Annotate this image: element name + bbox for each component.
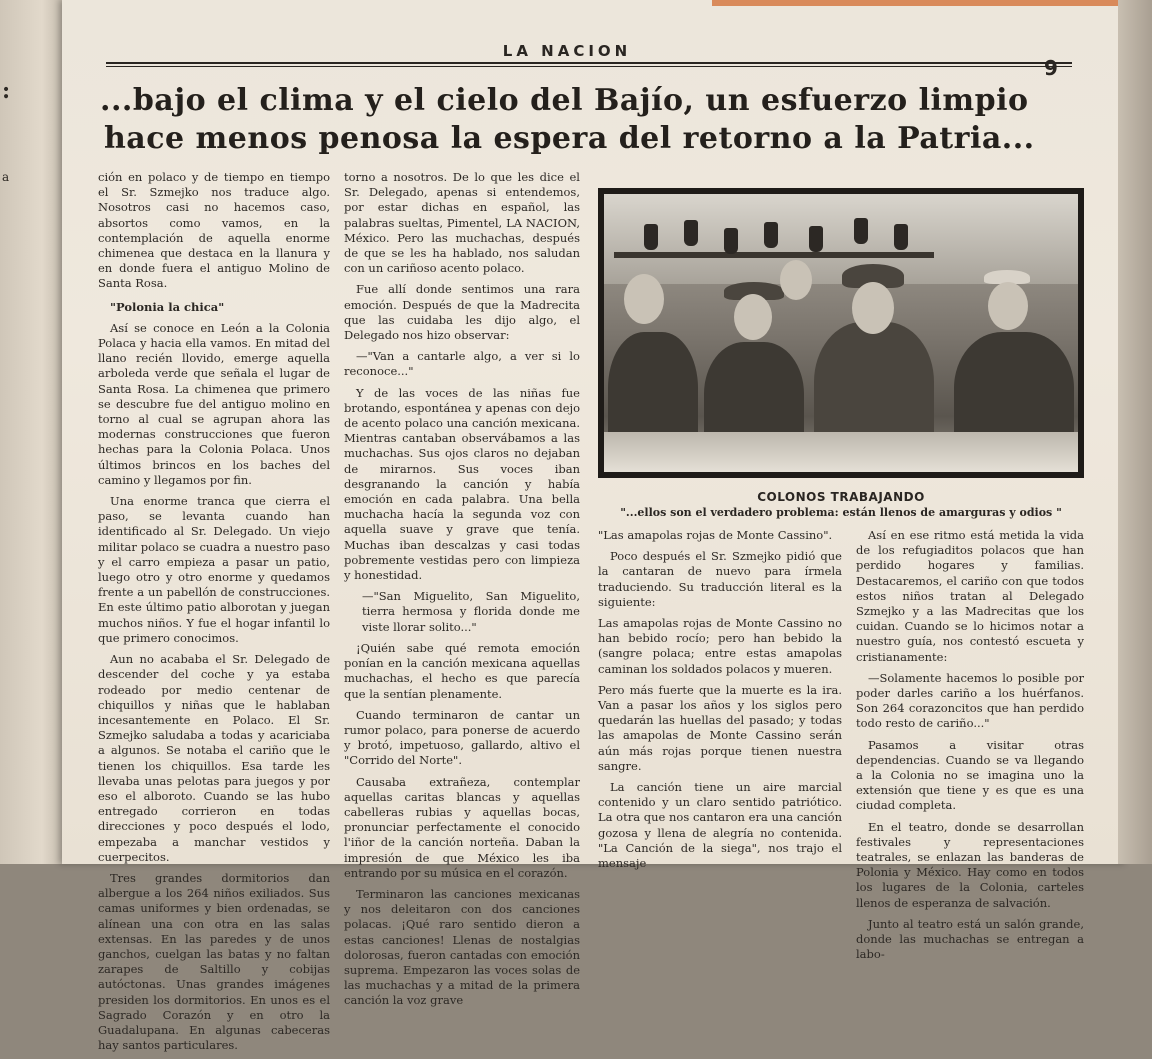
paragraph: Así se conoce en León a la Colonia Polaca y hacia ella vamos. En mitad del llano recién llovido, emerge aquella arboleda verde que señala el lugar de Santa Rosa. La chimenea que primero se descubre fue del antiguo molino en torno al cual se agrupan ahora las modernas construcciones que fueron hechas para la Colonia Polaca. Unos últimos brincos en los baches del camino y llegamos por fin. — [98, 320, 330, 487]
article-column-2 — [344, 170, 580, 1015]
header-rule — [106, 62, 1072, 64]
paragraph: Cuando terminaron de cantar un rumor polaco, para ponerse de acuerdo y brotó, impetuoso, gallardo, altivo el "Corrido del Norte". — [344, 707, 580, 768]
photo-workbench — [604, 432, 1078, 472]
headline-line-2: hace menos penosa la espera del retorno a la Patria... — [104, 121, 1035, 156]
paragraph: Poco después el Sr. Szmejko pidió que la cantaran de nuevo para írmela traduciendo. Su traducción literal es la siguiente: — [598, 549, 842, 609]
red-strip — [712, 0, 1152, 6]
paragraph: ción en polaco y de tiempo en tiempo el Sr. Szmejko nos traduce algo. Nosotros casi no hacemos caso, absortos como vamos, en la contemplación de aquella enorme chimenea que destaca en la llanura y en donde fuera el antiguo Molino de Santa Rosa. — [98, 170, 330, 291]
article-column-4 — [856, 528, 1084, 968]
paragraph: Fue allí donde sentimos una rara emoción. Después de que la Madrecita que las cuidaba les dijo algo, el Delegado nos hizo observar: — [344, 282, 580, 343]
page-number: 9 — [1044, 56, 1058, 80]
headline-line-1: ...bajo el clima y el cielo del Bajío, un esfuerzo limpio — [100, 83, 1029, 118]
photo-worker-head — [734, 294, 772, 340]
paragraph: Aun no acababa el Sr. Delegado de descender del coche y ya estaba rodeado por medio centenar de chiquillos y niñas que le hablaban incesantemente en Polaco. El Sr. Szmejko saludaba a todas y acariciaba a algunos. Se notaba el cariño que le tienen los chiquillos. Esa tarde les llevaba unas pelotas para juegos y por eso el alboroto. Cuando se las hubo entregado corrieron en todas direcciones y poco después el lodo, empezaba a manchar vestidos y cuerpecitos. — [98, 652, 330, 864]
masthead: LA NACION — [502, 42, 632, 60]
photo-shoe — [684, 220, 698, 246]
photo-worker-head — [852, 282, 894, 334]
previous-page-fragment: : — [2, 78, 11, 104]
photo-caption-quote: "...ellos son el verdadero problema: están llenos de amarguras y odios " — [620, 506, 1062, 519]
photo-shoe — [644, 224, 658, 250]
article-column-3 — [598, 528, 842, 877]
photo-caption-title: COLONOS TRABAJANDO — [757, 490, 925, 504]
photo-colonos — [598, 188, 1084, 478]
headline — [100, 82, 1100, 158]
paragraph: En el teatro, donde se desarrollan festivales y representaciones teatrales, se enlazan las banderas de Polonia y México. Hay como en todos los lugares de la Colonia, carteles llenos de esperanza de salvación. — [856, 819, 1084, 910]
song-verse: —"San Miguelito, San Miguelito, tierra hermosa y florida donde me viste llorar solito..." — [362, 589, 580, 634]
song-translation: Las amapolas rojas de Monte Cassino no han bebido rocío; pero han bebido la (sangre polaca; entre estas amapolas caminan los soldados polacos y mueren. — [598, 616, 842, 676]
paragraph: ¡Quién sabe qué remota emoción ponían en la canción mexicana aquellas muchachas, el hecho es que parecía que la sentían plenamente. — [344, 640, 580, 701]
paragraph: La canción tiene un aire marcial contenido y un claro sentido patriótico. La otra que nos cantaron era una canción gozosa y llena de alegría no contenida. "La Canción de la siega", nos trajo el mensaje — [598, 780, 842, 871]
photo-shoe — [894, 224, 908, 250]
paragraph: Tres grandes dormitorios dan albergue a los 264 niños exiliados. Sus camas uniformes y bien ordenadas, se alínean una con otra en las salas extensas. En las paredes y de unos ganchos, cuelgan las batas y no faltan zarapes de Saltillo y cobijas autóctonas. Unas grandes imágenes presiden los dormitorios. En unos es el Sagrado Corazón y en otro la Guadalupana. En algunas cabeceras hay santos particulares. — [98, 870, 330, 1053]
paragraph: torno a nosotros. De lo que les dice el Sr. Delegado, apenas si entendemos, por estar dichas en español, las palabras sueltas, Pimentel, LA NACION, México. Pero las muchachas, después de que se les ha hablado, nos saludan con un cariñoso acento polaco. — [344, 170, 580, 276]
photo-shoe — [809, 226, 823, 252]
paragraph: Así en ese ritmo está metida la vida de los refugiaditos polacos que han perdido hogares y familias. Destacaremos, el cariño con que todos estos niños tratan al Delegado Szmejko y a las Madrecitas que los cuidan. Cuando se lo hicimos notar a nuestro guía, nos contestó escueta y cristianamente: — [856, 528, 1084, 664]
photo-worker-head — [988, 282, 1028, 330]
newspaper-page — [62, 0, 1127, 1053]
song-translation: Pero más fuerte que la muerte es la ira. Van a pasar los años y los siglos pero quedarán las huellas del pasado; y todas las amapolas de Monte Cassino serán aún más rojas porque tienen nuestra sangre. — [598, 682, 842, 773]
paragraph: —Solamente hacemos lo posible por poder darles cariño a los huérfanos. Son 264 corazoncitos que han perdido todo resto de cariño..." — [856, 670, 1084, 731]
paragraph: Junto al teatro está un salón grande, donde las muchachas se entregan a labo- — [856, 916, 1084, 962]
paragraph: Terminaron las canciones mexicanas y nos deleitaron con dos canciones polacas. ¡Qué raro sentido dieron a estas canciones! Llenas de nostalgias dolorosas, fueron cantadas con emoción suprema. Empezaron las voces solas de las muchachas y a mitad de la primera canción la voz grave — [344, 886, 580, 1008]
page-stack-edge — [1118, 0, 1152, 864]
previous-page-edge — [0, 0, 70, 864]
paragraph: —"Van a cantarle algo, a ver si lo reconoce..." — [344, 349, 580, 379]
subheading: "Polonia la chica" — [110, 299, 225, 314]
photo-shoe — [724, 228, 738, 254]
paragraph: Pasamos a visitar otras dependencias. Cuando se va llegando a la Colonia no se imagina uno la extensión que tiene y es que es una ciudad completa. — [856, 737, 1084, 813]
photo-shelf — [614, 252, 934, 258]
previous-page-fragment-2: a — [2, 170, 10, 184]
paragraph: "Las amapolas rojas de Monte Cassino". — [598, 528, 833, 542]
photo-shoe — [764, 222, 778, 248]
paragraph: Una enorme tranca que cierra el paso, se levanta cuando han identificado al Sr. Delegado. Un viejo militar polaco se cuadra a nuestro paso y el carro empieza a pasar un patio, luego otro y otro enorme y quedamos frente a un pabellón de construcciones. En este último patio alborotan y juegan muchos niños. Y fue el hogar infantil lo que primero conocimos. — [98, 494, 330, 645]
photo-worker-head — [780, 260, 812, 300]
header-rule-thin — [106, 66, 1072, 67]
paragraph: Y de las voces de las niñas fue brotando, espontánea y apenas con dejo de acento polaco una canción mexicana. Mientras cantaban observábamos a las muchachas. Sus ojos claros no dejaban de mirarnos. Sus voces iban desgranando la canción y había emoción en cada palabra. Una bella muchacha hacía la segunda voz con aquella suave y grave que tenía. Muchas iban descalzas y casi todas pobremente vestidas pero con limpieza y honestidad. — [344, 385, 580, 583]
photo-worker-head — [624, 274, 664, 324]
photo-image — [604, 194, 1078, 472]
article-column-1 — [98, 170, 330, 1059]
paragraph: Causaba extrañeza, contemplar aquellas caritas blancas y aquellas cabelleras rubias y aquellas bocas, pronunciar perfectamente el conocido l'iñor de la canción norteña. Daban la impresión de que México les iba entrando por su música en el corazón. — [344, 774, 580, 880]
photo-shoe — [854, 218, 868, 244]
